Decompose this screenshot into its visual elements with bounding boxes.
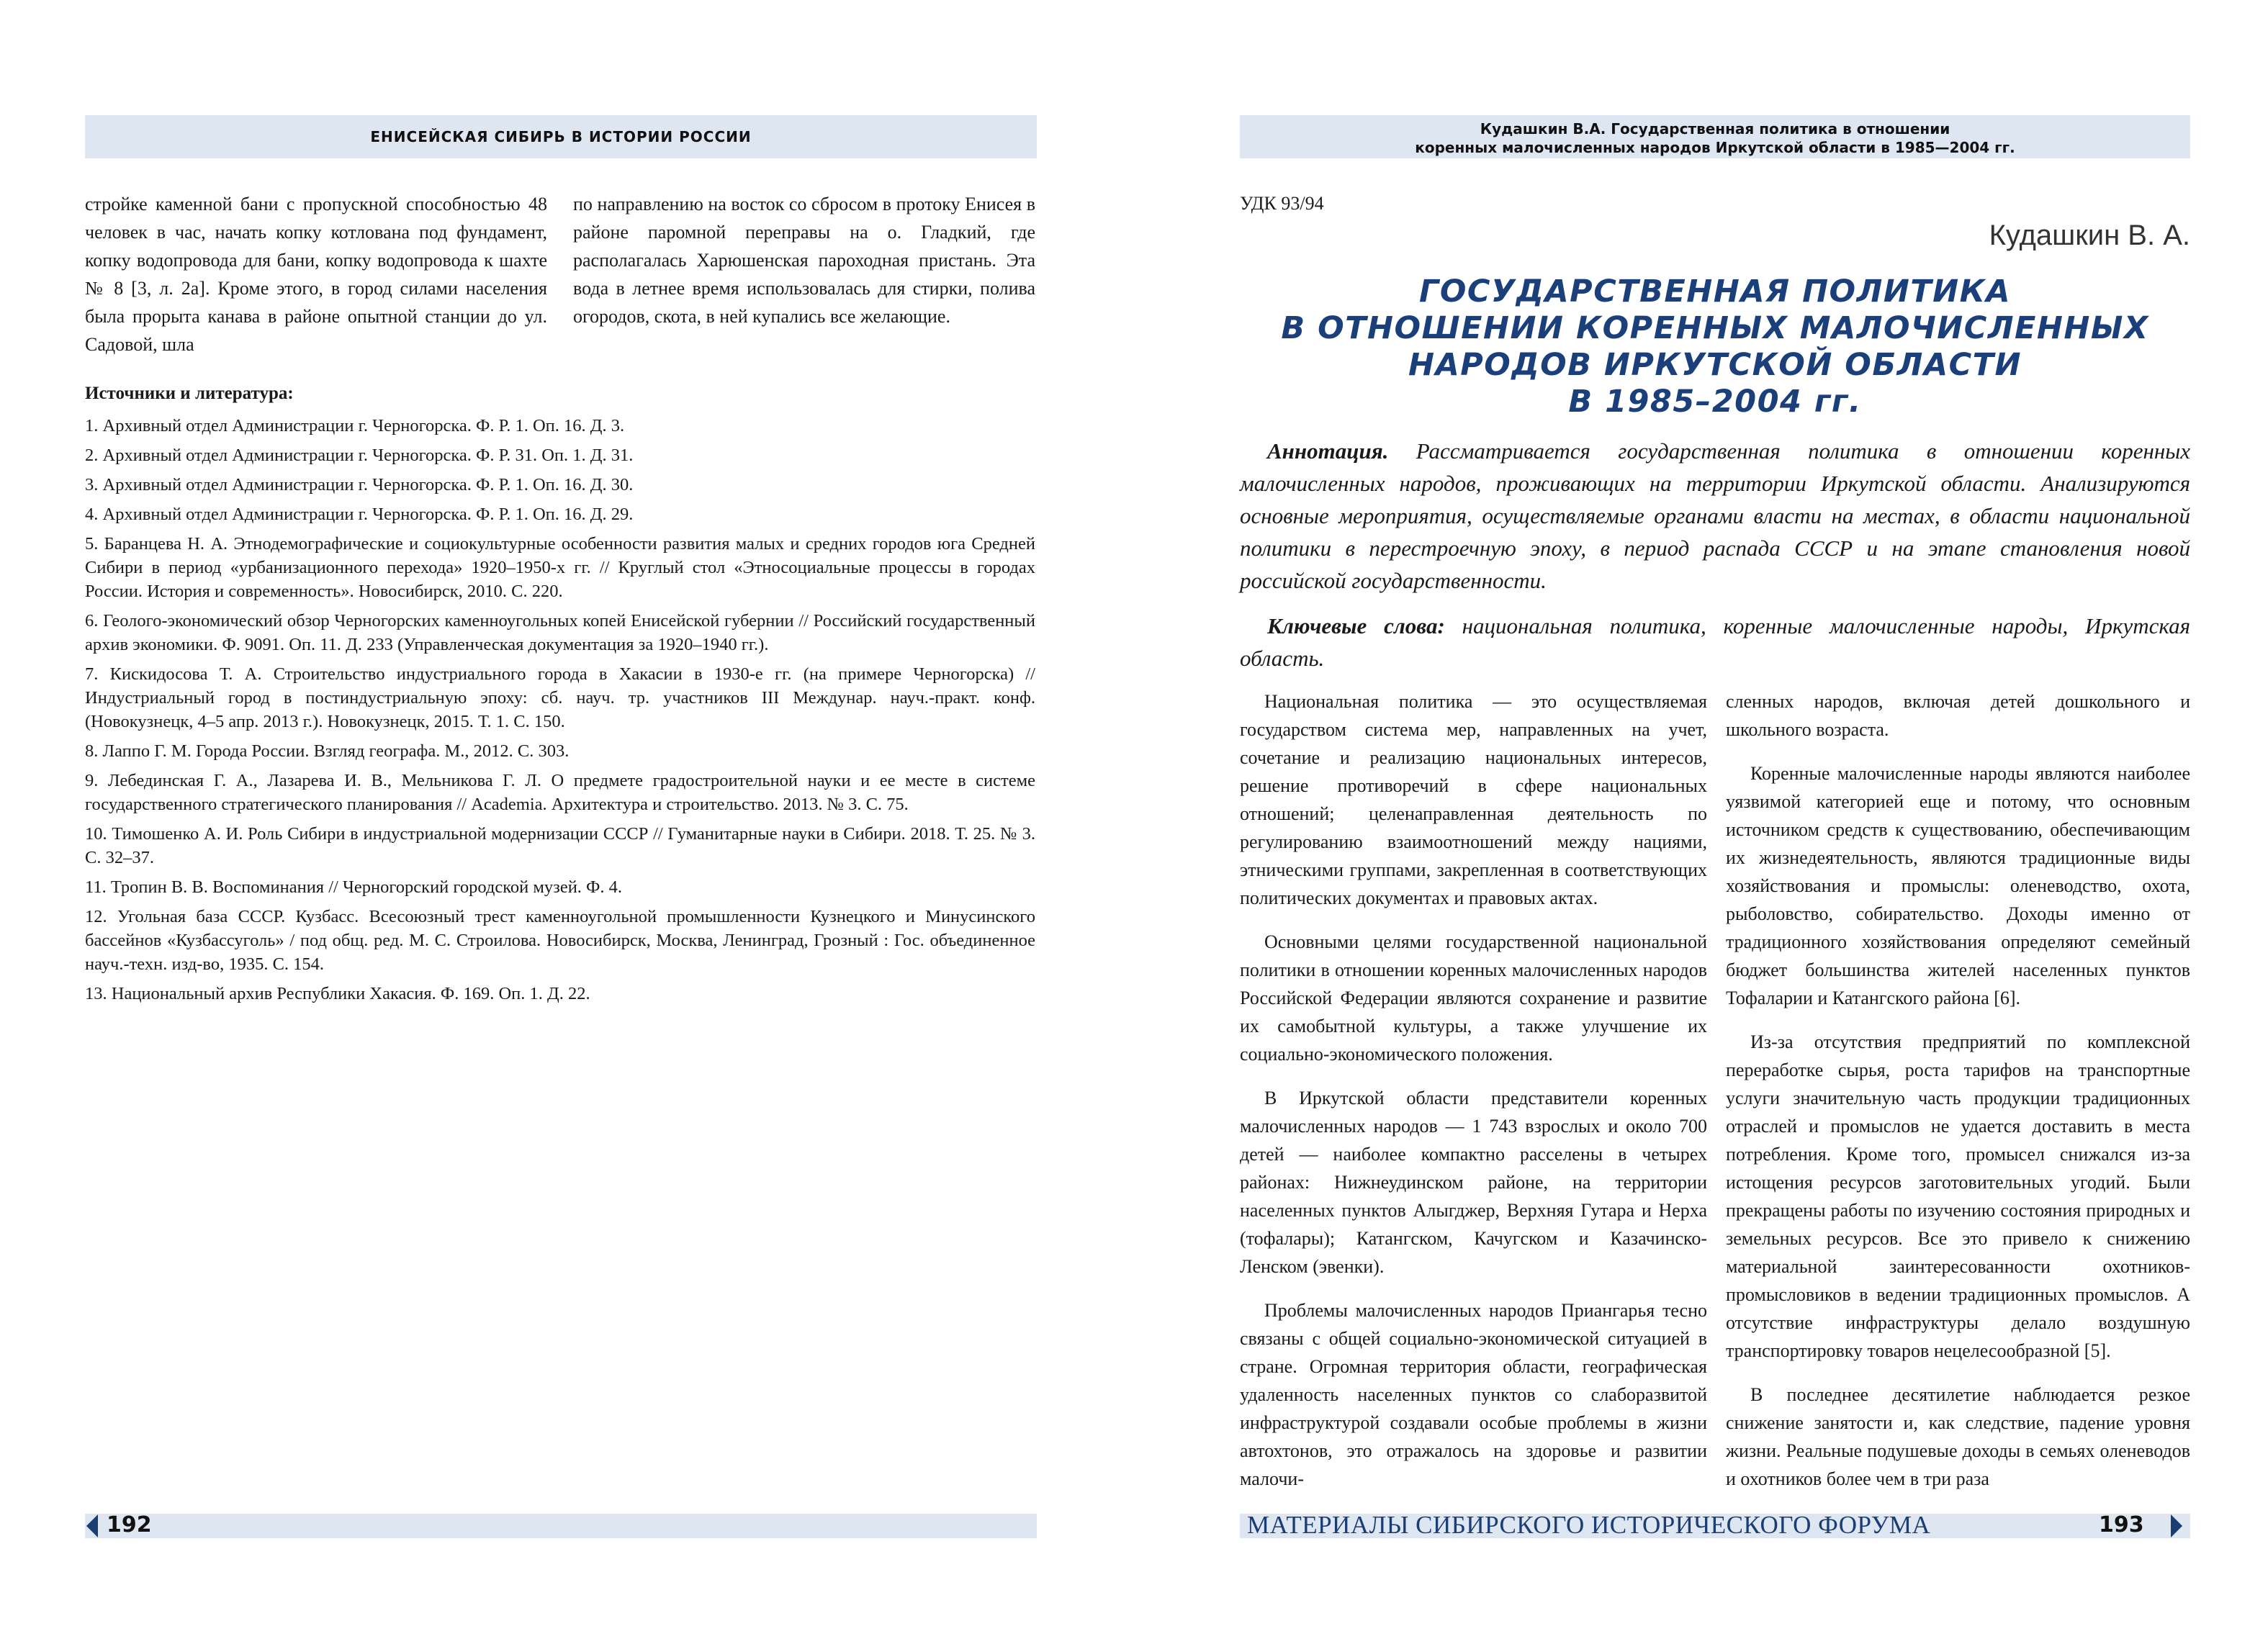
paragraph: Основными целями государственной национальной политики в отношении коренных малочисленных народов Российской Федерации являются сохранение и развитие их самобытной культуры, а также улучшение их социально-экономического положения. xyxy=(1240,931,1707,1065)
paragraph: Национальная политика — это осуществляемая государством система мер, направленных на учет, сочетание и реализацию национальных интересов, решение противоречий в сфере национальных отношений; целенаправленная деятельность по регулированию взаимоотношений между нациями, этническими группами, закрепленная в соответствующих политических документах и правовых актах. xyxy=(1240,691,1707,908)
running-header-line: Кудашкин В.А. Государственная политика в отношении xyxy=(1480,120,1950,137)
keywords-text: национальная политика, коренные малочисленные народы, Иркутская область. xyxy=(1240,613,2190,671)
references-title: Источники и литература: xyxy=(85,384,294,403)
reference-item: 4. Архивный отдел Администрации г. Черногорска. Ф. Р. 1. Оп. 16. Д. 29. xyxy=(85,505,634,524)
running-header-left: ЕНИСЕЙСКАЯ СИБИРЬ В ИСТОРИИ РОССИИ xyxy=(85,115,1037,158)
reference-item: 13. Национальный архив Республики Хакасия. Ф. 169. Оп. 1. Д. 22. xyxy=(85,984,590,1003)
chevron-left-icon xyxy=(86,1514,98,1537)
reference-item: 9. Лебединская Г. А., Лазарева И. В., Мельникова Г. Л. О предмете градостроительной науки и ее месте в системе государственного стратегического планирования // Academia. Архитектура и строительство. 2013. № 3. С. 75. xyxy=(85,771,1035,814)
references xyxy=(85,381,1035,1011)
article-column-1 xyxy=(1240,687,1707,1509)
chevron-right-icon xyxy=(2171,1514,2182,1537)
reference-item: 8. Лаппо Г. М. Города России. Взгляд географа. М., 2012. С. 303. xyxy=(85,741,570,761)
abstract xyxy=(1240,435,2190,597)
paragraph: по направлению на восток со сбросом в протоку Енисея в районе паромной переправы на о. Гладкий, где располагалась Харюшенская пароходная пристань. Эта вода в летнее время использовалась для стирки, полива огородов, скота, в ней купались все желающие. xyxy=(573,194,1035,327)
reference-item: 10. Тимошенко А. И. Роль Сибири в индустриальной модернизации СССР // Гуманитарные науки в Сибири. 2018. Т. 25. № 3. С. 32–37. xyxy=(85,824,1035,867)
paragraph: В Иркутской области представители коренных малочисленных народов — 1 743 взрослых и около 700 детей — наиболее компактно расселены в четырех районах: Нижнеудинском районе, на территории населенных пунктов Алыгджер, Верхняя Гутара и Нерха (тофалары); Катангском, Качугском и Казачинско- Ленском (эвенки). xyxy=(1240,1088,1707,1277)
paragraph: стройке каменной бани с пропускной способностью 48 человек в час, начать копку котлована под фундамент, копку водопровода для бани, копку водопровода к шахте № 8 [3, л. 2а]. Кроме этого, в город силами населения была прорыта канава в районе опытной станции до ул. Садовой, шла xyxy=(85,194,547,355)
article-title xyxy=(1240,274,2190,420)
title-line: В 1985–2004 гг. xyxy=(1568,384,1862,420)
reference-item: 6. Геолого-экономический обзор Черногорских каменноугольных копей Енисейской губернии // Российский государственный архив экономики. Ф. 9091. Оп. 11. Д. 233 (Управленческая документация за 1920–1940 гг.). xyxy=(85,611,1035,654)
page-number-left: 192 xyxy=(107,1512,152,1537)
title-line: ГОСУДАРСТВЕННАЯ ПОЛИТИКА xyxy=(1418,274,2012,310)
paragraph: сленных народов, включая детей дошкольного и школьного возраста. xyxy=(1726,691,2190,740)
paragraph: Из-за отсутствия предприятий по комплексной переработке сырья, роста тарифов на транспортные услуги значительную часть продукции традиционных отраслей и промыслов не удается доставить в места потребления. Кроме того, промысел снижался из-за истощения ресурсов заготовительных угодий. Были прекращены работы по изучению состояния природных и земельных ресурсов. Все это привело к снижению материальной заинтересованности охотников-промысловиков в ведении традиционных промыслов. А отсутствие инфраструктуры делало воздушную транспортировку товаров нецелесообразной [5]. xyxy=(1726,1031,2190,1361)
footer-bar-left xyxy=(85,1514,1037,1538)
abstract-block xyxy=(1240,435,2190,687)
abstract-text: Рассматривается государственная политика в отношении коренных малочисленных народов, проживающих на территории Иркутской области. Анализируются основные мероприятия, осуществляемые органами власти на местах, в области национальной политики в перестроечную эпоху, в период распада СССР и на этапе становления новой российской государственности. xyxy=(1240,438,2190,593)
reference-item: 11. Тропин В. В. Воспоминания // Черногорский городской музей. Ф. 4. xyxy=(85,877,623,897)
paragraph: Коренные малочисленные народы являются наиболее уязвимой категорией еще и потому, что основным источником средств к существованию, обеспечивающим их жизнедеятельность, являются традиционные виды хозяйствования и промыслы: оленеводство, охота, рыболовство, собирательство. Доходы именно от традиционного хозяйствования определяют семейный бюджет большинства жителей населенных пунктов Тофаларии и Катангского района [6]. xyxy=(1726,763,2190,1008)
right-page xyxy=(1134,0,2268,1644)
running-header-line: коренных малочисленных народов Иркутской области в 1985—2004 гг. xyxy=(1415,139,2015,156)
udc-code: УДК 93/94 xyxy=(1240,193,1324,214)
reference-item: 3. Архивный отдел Администрации г. Черногорска. Ф. Р. 1. Оп. 16. Д. 30. xyxy=(85,475,634,494)
paragraph: Проблемы малочисленных народов Приангарья тесно связаны с общей социально-экономической ситуацией в стране. Огромная территория области, географическая удаленность населенных пунктов со слаборазвитой инфраструктурой создавали особые проблемы в жизни автохтонов, это отражалось на здоровье и развитии малочи- xyxy=(1240,1300,1707,1489)
references-list xyxy=(85,414,1035,1006)
title-line: НАРОДОВ ИРКУТСКОЙ ОБЛАСТИ xyxy=(1408,347,2022,383)
reference-item: 12. Угольная база СССР. Кузбасс. Всесоюзный трест каменноугольной промышленности Кузнецкого и Минусинского бассейнов «Кузбассуголь» / под общ. ред. М. С. Строилова. Новосибирск, Москва, Ленинград, Грозный : Гос. объединенное науч.-техн. изд-во, 1935. С. 154. xyxy=(85,907,1035,974)
title-line: В ОТНОШЕНИИ КОРЕННЫХ МАЛОЧИСЛЕННЫХ xyxy=(1281,310,2149,346)
abstract-label: Аннотация. xyxy=(1267,438,1389,464)
keywords-label: Ключевые слова: xyxy=(1267,613,1445,638)
reference-item: 1. Архивный отдел Администрации г. Черногорска. Ф. Р. 1. Оп. 16. Д. 3. xyxy=(85,416,625,435)
reference-item: 2. Архивный отдел Администрации г. Черногорска. Ф. Р. 31. Оп. 1. Д. 31. xyxy=(85,446,634,465)
text-column-1 xyxy=(85,190,547,374)
keywords xyxy=(1240,610,2190,674)
reference-item: 7. Кискидосова Т. А. Строительство индустриального города в Хакасии в 1930-е гг. (на примере Черногорска) // Индустриальный город в постиндустриальную эпоху: сб. науч. тр. участников III Междунар. науч.-практ. конф. (Новокузнецк, 4–5 апр. 2013 г.). Новокузнецк, 2015. Т. 1. С. 150. xyxy=(85,664,1035,731)
paragraph: В последнее десятилетие наблюдается резкое снижение занятости и, как следствие, падение уровня жизни. Реальные подушевые доходы в семьях оленеводов и охотников более чем в три раза xyxy=(1726,1384,2190,1489)
reference-item: 5. Баранцева Н. А. Этнодемографические и социокультурные особенности развития малых и средних городов юга Средней Сибири в период «урбанизационного перехода» 1920–1950-х гг. // Круглый стол «Этносоциальные процессы в городах России. История и современность». Новосибирск, 2010. С. 220. xyxy=(85,534,1035,601)
author-name: Кудашкин В. А. xyxy=(1989,220,2190,251)
running-header-right xyxy=(1240,115,2190,158)
page-number-right: 193 xyxy=(2099,1512,2144,1537)
text-column-2 xyxy=(573,190,1035,346)
journal-title: МАТЕРИАЛЫ СИБИРСКОГО ИСТОРИЧЕСКОГО ФОРУМА xyxy=(1247,1511,1931,1539)
article-column-2 xyxy=(1726,687,2190,1509)
